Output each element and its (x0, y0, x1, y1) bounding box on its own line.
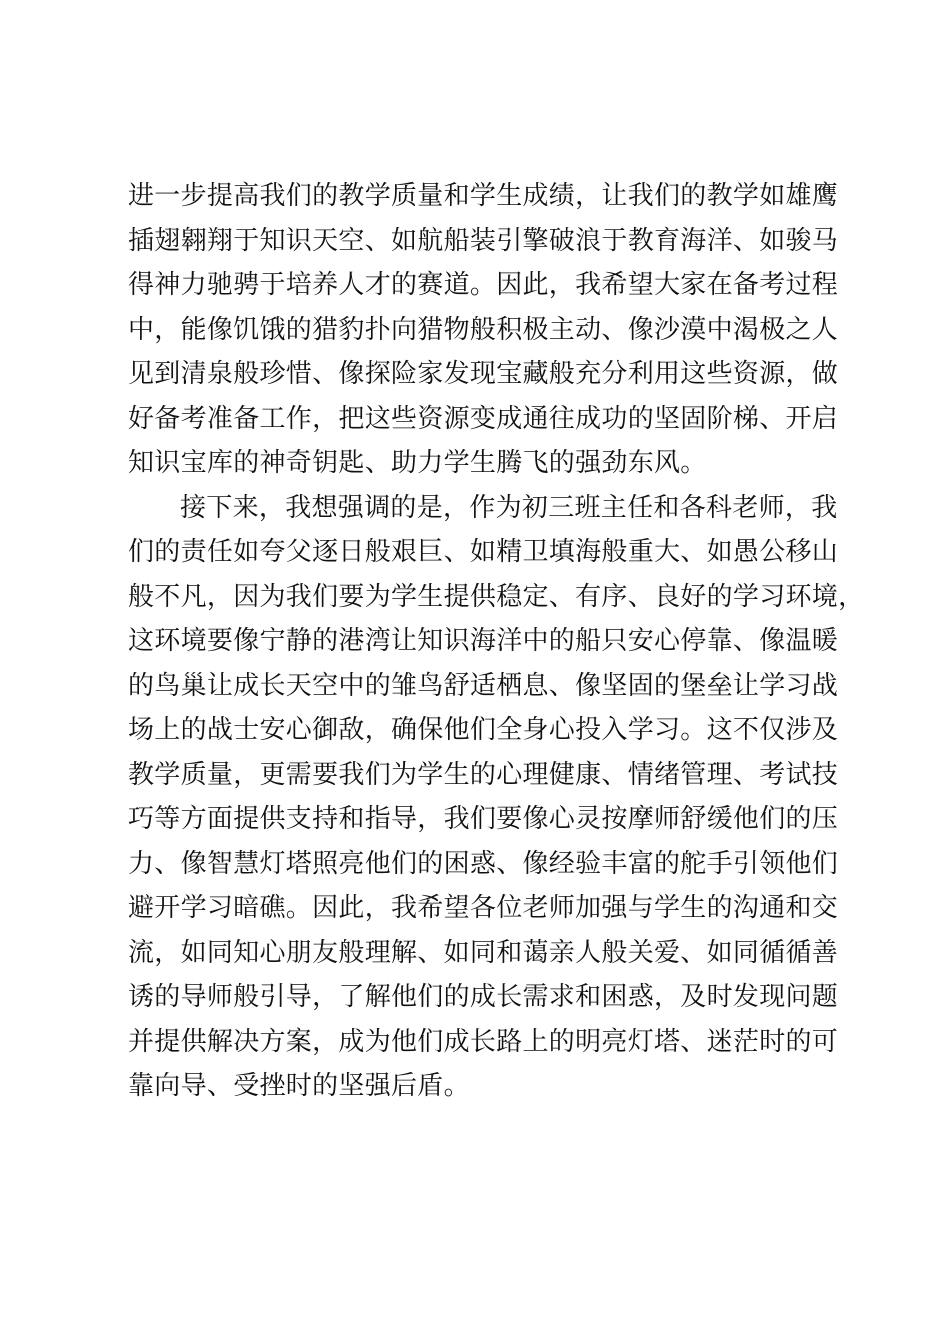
text-line: 的鸟巢让成长天空中的雏鸟舒适栖息、像坚固的堡垒让学习战 (128, 670, 839, 701)
text-line: 场上的战士安心御敌，确保他们全身心投入学习。这不仅涉及 (128, 715, 839, 745)
text-line: 并提供解决方案，成为他们成长路上的明亮灯塔、迷茫时的可 (128, 1026, 839, 1057)
text-line: 接下来，我想强调的是，作为初三班主任和各科老师，我 (180, 492, 838, 523)
text-line: 力、像智慧灯塔照亮他们的困惑、像经验丰富的舵手引领他们 (128, 848, 839, 879)
text-line: 教学质量，更需要我们为学生的心理健康、情绪管理、考试技 (128, 759, 839, 790)
text-line: 好备考准备工作，把这些资源变成通往成功的坚固阶梯、开启 (128, 403, 839, 434)
text-line: 进一步提高我们的教学质量和学生成绩，让我们的教学如雄鹰 (128, 181, 839, 211)
paragraph-2 (128, 486, 865, 1109)
text-line: 插翅翱翔于知识天空、如航船装引擎破浪于教育海洋、如骏马 (128, 225, 839, 256)
text-line: 得神力驰骋于培养人才的赛道。因此，我希望大家在备考过程 (128, 270, 839, 300)
body-text (128, 174, 865, 1109)
text-line: 巧等方面提供支持和指导，我们要像心灵按摩师舒缓他们的压 (128, 804, 839, 834)
text-line: 流，如同知心朋友般理解、如同和蔼亲人般关爱、如同循循善 (128, 937, 839, 968)
text-line: 般不凡，因为我们要为学生提供稳定、有序、良好的学习环境， (128, 581, 865, 612)
text-line: 中，能像饥饿的猎豹扑向猎物般积极主动、像沙漠中渴极之人 (128, 314, 839, 345)
text-line: 避开学习暗礁。因此，我希望各位老师加强与学生的沟通和交 (128, 893, 839, 923)
text-line: 知识宝库的神奇钥匙、助力学生腾飞的强劲东风。 (128, 448, 707, 478)
text-line: 见到清泉般珍惜、像探险家发现宝藏般充分利用这些资源，做 (128, 359, 839, 389)
text-line: 这环境要像宁静的港湾让知识海洋中的船只安心停靠、像温暖 (128, 626, 839, 656)
text-line: 靠向导、受挫时的坚强后盾。 (128, 1071, 470, 1101)
text-line: 们的责任如夸父逐日般艰巨、如精卫填海般重大、如愚公移山 (128, 537, 839, 567)
text-line: 诱的导师般引导，了解他们的成长需求和困惑，及时发现问题 (128, 982, 839, 1012)
paragraph-1 (128, 174, 838, 486)
